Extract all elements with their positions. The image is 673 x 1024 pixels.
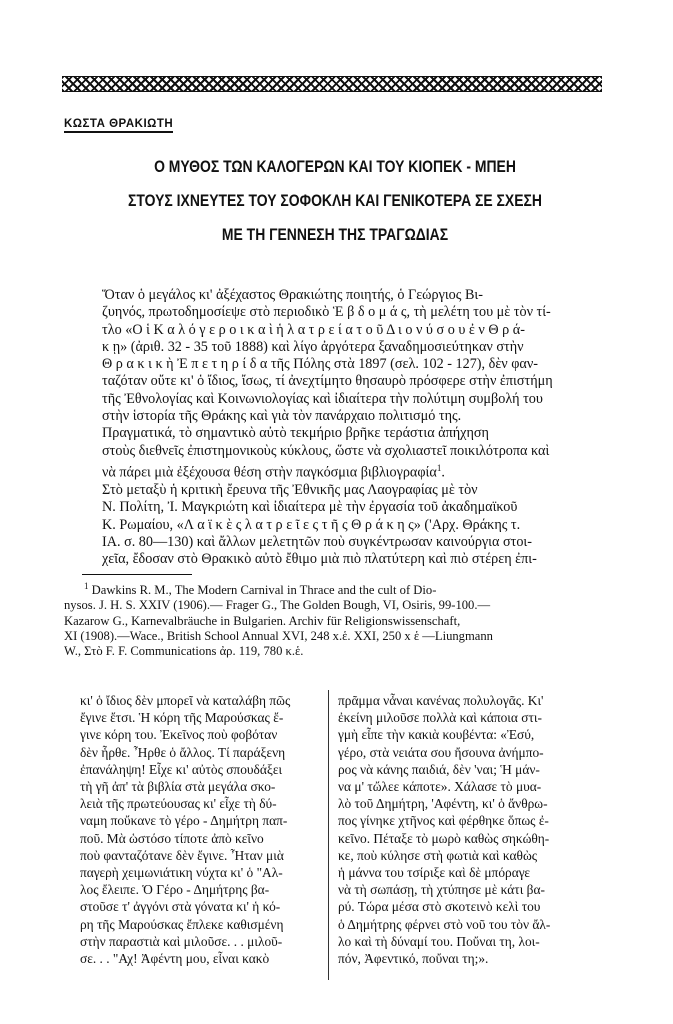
left-column <box>80 692 330 967</box>
column-line: γινε κόρη του. Ἐκεῖνος ποὺ φοβόταν <box>80 727 278 743</box>
column-line: κι' ὁ ἴδιος δὲν μπορεῖ νὰ καταλάβη πῶς <box>80 693 291 708</box>
column-line: στὴν παραστιὰ καὶ μιλοῦσε. . . μιλοῦ- <box>80 933 283 949</box>
footnote-marker: 1 <box>84 581 89 591</box>
footnote-rule <box>82 574 192 575</box>
paragraph-1 <box>64 287 597 425</box>
column-line: λο καὶ τὴ δύναμί του. Ποὔναι τη, λοι- <box>338 933 540 949</box>
author-name: ΚΩΣΤΑ ΘΡΑΚΙΩΤΗ <box>64 118 173 133</box>
text-line: ΙΑ. σ. 80—130) καὶ ἄλλων μελετητῶν ποὺ συγκέντρωσαν καινούργια στοι- <box>102 533 532 550</box>
text-line-content: νὰ πάρει μιὰ ἐξέχουσα θέση στὴν παγκόσμια βιβλιογραφία <box>102 464 437 481</box>
column-line: ἔγινε ἔτσι. Ἡ κόρη τῆς Μαρούσκας ἔ- <box>80 710 284 726</box>
column-line: να μ' τὤλεε κάποτε». Χάλασε τὸ μυα- <box>338 779 542 795</box>
text-line: Πραγματικά, τὸ σημαντικὸ αὐτὸ τεκμήριο βρῆκε τεράστια ἀπήχηση <box>102 425 489 442</box>
text-line: τλο «Ο ἱ Κ α λ ό γ ε ρ ο ι κ α ὶ ἡ λ α τ ρ ε ί α τ ο ῦ Δ ι ο ν ύ σ ο υ ἐ ν Θ ρ ά- <box>102 321 525 338</box>
column-line: παγερὴ χειμωνιάτικη νύχτα κι' ὁ "Αλ- <box>80 865 283 881</box>
column-line: ὁ Δημήτρης φέρνει στὸ νοῦ του τὸν ἄλ- <box>338 916 551 932</box>
text-line: Ν. Πολίτη, Ἰ. Μαγκριώτη καὶ ἰδιαίτερα μὲ τὴν ἐργασία τοῦ ἀκαδημαϊκοῦ <box>102 499 518 516</box>
article-title <box>126 150 544 252</box>
column-line: πος γίνηκε χτῆνος καὶ φέρθηκε ὅπως ἐ- <box>338 813 549 829</box>
title-line-2: ΣΤΟΥΣ ΙΧΝΕΥΤΕΣ ΤΟΥ ΣΟΦΟΚΛΗ ΚΑΙ ΓΕΝΙΚΟΤΕΡΑ ΣΕ ΣΧΕΣΗ <box>128 191 542 210</box>
footnote-line <box>64 579 597 598</box>
column-line: ἐκείνη μιλοῦσε πολλὰ καὶ κάποια στι- <box>338 710 542 726</box>
footnote-reference: 1 <box>436 462 442 473</box>
column-line: λος ἔλειπε. Ὁ Γέρο - Δημήτρης βα- <box>80 882 270 898</box>
column-line: στοῦσε τ' ἀγγόνι στὰ γόνατα κι' ἡ κό- <box>80 899 281 915</box>
text-line: Ὅταν ὁ μεγάλος κι' ἀξέχαστος Θρακιώτης ποιητής, ὁ Γεώργιος Βι- <box>102 287 483 303</box>
text-line: στοὺς διεθνεῖς ἐπιστημονικοὺς κύκλους, ὥστε νὰ σχολιαστεῖ ποικιλότροπα καὶ <box>102 442 550 459</box>
footnote-line: XI (1908).—Wace., British School Annual XVI, 248 x.ἑ. XXI, 250 x ἑ —Liungmann <box>64 629 493 644</box>
text-line: τῆς Ἐθνολογίας καὶ Κοινωνιολογίας καὶ ἰδιαίτερα τὴν πολύτιμη συμβολή του <box>102 390 543 407</box>
column-line: ποὺ φανταζότανε δὲν ἔγινε. Ἦταν μιὰ <box>80 847 284 863</box>
text-line: ταζόταν οὔτε κι' ὁ ἴδιος, ἴσως, τί ἀνεχτίμητο θησαυρὸ πρόσφερε στὴν ἐπιστήμη <box>102 373 553 390</box>
text-line: στὴν ἱστορία τῆς Θράκης καὶ γιὰ τὸν πανάρχαιο πολιτισμό της. <box>102 408 462 425</box>
column-line: ρος νὰ κάνης παιδιά, δὲν 'ναι; Ἡ μάν- <box>338 761 540 777</box>
column-line: λὸ τοῦ Δημήτρη, 'Αφέντη, κι' ὁ ἄνθρω- <box>338 796 548 812</box>
title-line-1: Ο ΜΥΘΟΣ ΤΩΝ ΚΑΛΟΓΕΡΩΝ ΚΑΙ ΤΟΥ ΚΙΟΠΕΚ - ΜΠΕΗ <box>154 157 516 176</box>
column-line: κε, ποὺ κύλησε στὴ φωτιὰ καὶ καθὼς <box>338 847 538 863</box>
column-line: ρύ. Τώρα μέσα στὸ σκοτεινὸ κελὶ του <box>338 899 541 915</box>
sentence-end: . <box>441 464 445 481</box>
column-line: σε. . . "Αχ! Ἀφέντη μου, εἶναι κακὸ <box>80 951 270 967</box>
column-line: ποῦ. Μὰ ὡστόσο τίποτε ἀπὸ κεῖνο <box>80 830 264 846</box>
text-line: χεῖα, ἔδοσαν στὸ Θρακικὸ αὐτὸ ἔθιμο μιὰ πιὸ πλατύτερη καὶ πιὸ στέρεη ἐπι- <box>102 551 537 568</box>
text-line: κ ῃ» (ἀριθ. 32 - 35 τοῦ 1888) καὶ λίγο ἀργότερα ξαναδημοσιεύτηκαν στὴν <box>102 338 524 355</box>
footnote-line: nysos. J. H. S. XXIV (1906).— Frager G., The Golden Bough, VI, Osiris, 99-100.— <box>64 598 491 613</box>
column-line: πρᾶμμα νἆναι κανένας πολυλογᾶς. Κι' <box>338 693 544 708</box>
column-line: λειὰ τῆς πρωτεύουσας κι' εἶχε τὴ δύ- <box>80 796 277 812</box>
column-line: κεῖνο. Πέταξε τὸ μωρὸ καθὼς σηκώθη- <box>338 830 550 846</box>
column-line: ἐπανάληψη! Εἶχε κι' αὐτὸς σπουδάξει <box>80 761 283 777</box>
column-divider <box>328 690 329 980</box>
column-line: νὰ τὴ σωπάσῃ, τὴ χτύπησε μὲ κάτι βα- <box>338 882 545 898</box>
column-line: πόν, Ἀφεντικό, ποὔναι τη;». <box>338 951 489 967</box>
text-line: Στὸ μεταξὺ ἡ κριτικὴ ἔρευνα τῆς Ἐθνικῆς μας Λαογραφίας μὲ τὸν <box>102 482 478 498</box>
footnote-line: W., Στὸ F. F. Communications ἀρ. 119, 780 κ.ἑ. <box>64 644 304 659</box>
right-column <box>338 692 596 967</box>
paragraph-2 <box>64 425 597 482</box>
text-line: Θ ρ α κ ι κ ὴ Ἐ π ε τ η ρ ί δ α τῆς Πόλης στὰ 1897 (σελ. 102 - 127), δὲν φαν- <box>102 356 538 373</box>
footnote-line: Kazarow G., Karnevalbräuche in Bulgarien. Archiv für Religionswissenschaft, <box>64 613 461 628</box>
footnote-line-text: Dawkins R. M., The Modern Carnival in Thrace and the cult of Dio- <box>91 583 437 598</box>
column-line: ρη τῆς Μαρούσκας ἔπλεκε καθισμένη <box>80 916 284 932</box>
column-line: ναμη ποὔκανε τὸ γέρο - Δημήτρη παπ- <box>80 813 288 829</box>
text-line <box>64 460 597 482</box>
main-text <box>64 287 597 568</box>
column-line: γμὴ εἶπε τὴν κακιὰ κουβέντα: «Ἐσύ, <box>338 727 535 743</box>
column-line: δὲν ἦρθε. Ἦρθε ὁ ἄλλος. Τί παράξενη <box>80 744 286 760</box>
text-line: Κ. Ρωμαίου, «Λ α ϊ κ ὲ ς λ α τ ρ ε ῖ ε ς τ ῆ ς Θ ρ ά κ η ς» ('Αρχ. Θράκης τ. <box>102 516 521 533</box>
text-line: ζυηνός, πρωτοδημοσίεψε στὸ περιοδικὸ Ἑ β δ ο μ ά ς, τὴ μελέτη του μὲ τὸν τί- <box>102 304 551 321</box>
paragraph-3 <box>64 482 597 568</box>
column-line: γέρο, στὰ νειάτα σου ἤσουνα ἀνήμπο- <box>338 744 544 760</box>
column-line: τὴ γῆ ἀπ' τὰ βιβλία στὰ μεγάλα σκο- <box>80 779 276 795</box>
decorative-border-band <box>62 76 602 92</box>
footnote <box>64 579 597 660</box>
column-line: ἡ μάννα του τσίριξε καὶ δὲ μπόραγε <box>338 865 531 881</box>
title-line-3: ΜΕ ΤΗ ΓΕΝΝΕΣΗ ΤΗΣ ΤΡΑΓΩΔΙΑΣ <box>221 225 449 244</box>
